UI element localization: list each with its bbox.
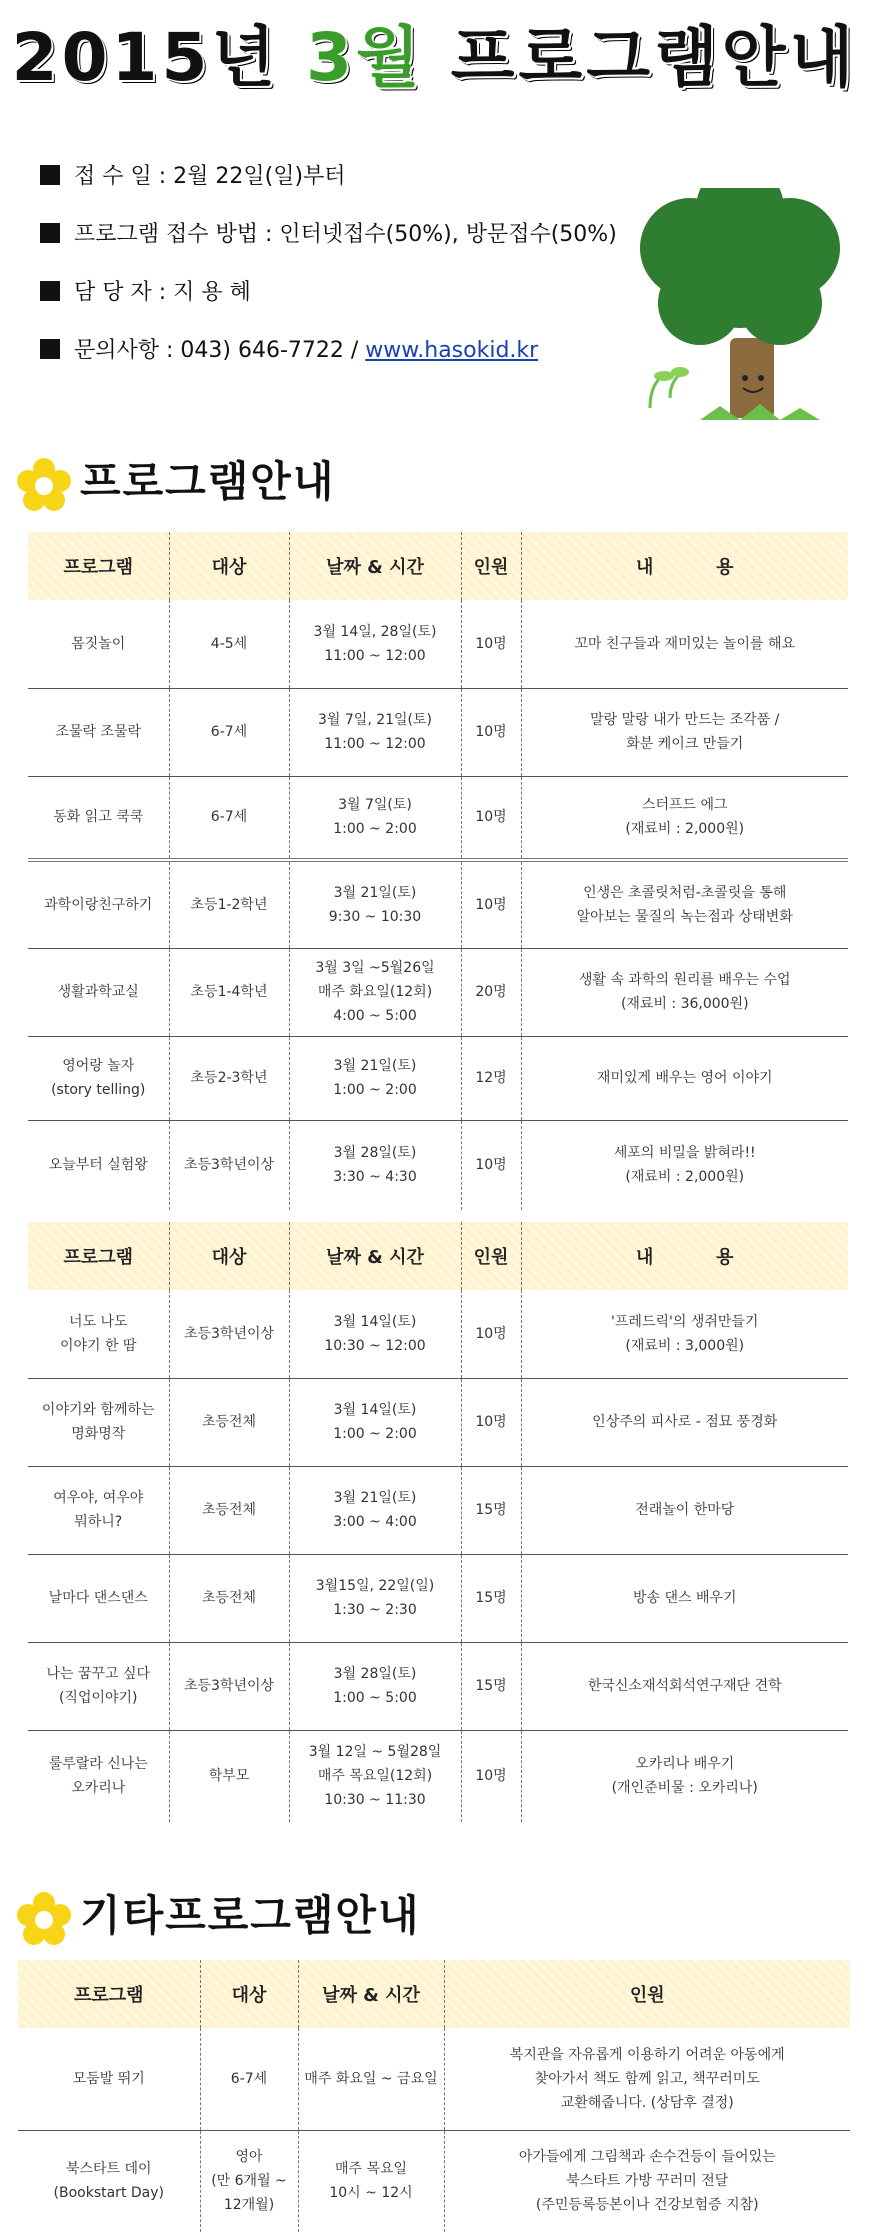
section-title: 프로그램안내 xyxy=(80,457,336,506)
table-cell: 영아 (만 6개월 ~ 12개월) xyxy=(200,2130,298,2232)
table-cell: 3월 7일(토) 1:00 ~ 2:00 xyxy=(289,776,461,860)
other-program-table xyxy=(18,1960,850,2232)
table-row xyxy=(28,948,848,1036)
table-cell: 매주 화요일 ~ 금요일 xyxy=(298,2028,444,2130)
table-row xyxy=(28,1466,848,1554)
header-datetime: 날짜 & 시간 xyxy=(289,532,461,600)
table-cell: 동화 읽고 쿡쿡 xyxy=(53,809,144,826)
table-cell: 이야기와 함께하는 명화명작 xyxy=(41,1402,155,1442)
table-cell: 10명 xyxy=(461,1378,521,1466)
section-title: 기타프로그램안내 xyxy=(80,1891,421,1940)
header-program: 프로그램 xyxy=(18,1960,200,2028)
table-header-row xyxy=(28,532,848,600)
table-row xyxy=(28,1290,848,1378)
table-cell: 초등3학년이상 xyxy=(169,1120,289,1210)
info-reception xyxy=(40,160,346,194)
table-cell: 스터프드 에그 (재료비 : 2,000원) xyxy=(521,776,848,860)
table-cell: 10명 xyxy=(461,1120,521,1210)
program-table-2 xyxy=(28,1222,848,1822)
table-header-row xyxy=(28,1222,848,1290)
table-cell: 초등전체 xyxy=(169,1466,289,1554)
info-method xyxy=(40,218,617,252)
table-cell: 몸짓놀이 xyxy=(71,635,126,652)
table-cell: 여우야, 여우야 뭐하니? xyxy=(53,1490,144,1530)
table-cell: 6-7세 xyxy=(200,2028,298,2130)
table-cell: 15명 xyxy=(461,1642,521,1730)
info-manager xyxy=(40,276,251,310)
table-row xyxy=(28,600,848,688)
table-cell: 3월 28일(토) 1:00 ~ 5:00 xyxy=(289,1642,461,1730)
table-row xyxy=(28,688,848,776)
table-row xyxy=(28,1730,848,1822)
table-cell: 룰루랄라 신나는 오카리나 xyxy=(48,1756,148,1797)
table-cell: 10명 xyxy=(461,1290,521,1378)
header-datetime: 날짜 & 시간 xyxy=(298,1960,444,2028)
header-target: 대상 xyxy=(200,1960,298,2028)
table-cell: 조물락 조물락 xyxy=(55,724,142,740)
title-month: 3월 xyxy=(306,19,424,96)
table-cell: 3월15일, 22일(일) 1:30 ~ 2:30 xyxy=(289,1554,461,1642)
table-cell: 초등1-2학년 xyxy=(169,860,289,948)
section-header-programs xyxy=(16,452,335,512)
table-cell: 모둠발 뛰기 xyxy=(72,2070,145,2087)
bullet-square-icon xyxy=(40,281,60,301)
table-cell: 3월 7일, 21일(토) 11:00 ~ 12:00 xyxy=(289,688,461,776)
table-cell: 영어랑 놀자 (story telling) xyxy=(51,1058,146,1098)
table-cell: 나는 꿈꾸고 싶다 (직업이야기) xyxy=(46,1666,151,1706)
table-cell: 초등전체 xyxy=(169,1554,289,1642)
info-reception-text: 접 수 일 : 2월 22일(일)부터 xyxy=(74,164,346,189)
table-cell: 매주 목요일 10시 ~ 12시 xyxy=(298,2130,444,2232)
table-cell: '프레드릭'의 생쥐만들기 (재료비 : 3,000원) xyxy=(521,1290,848,1378)
table-header-row xyxy=(18,1960,850,2028)
table-cell: 복지관을 자유롭게 이용하기 어려운 아동에게 찾아가서 책도 함께 읽고, 책꾸러미도 교환해줍니다. (상담후 결정) xyxy=(444,2028,850,2130)
header-target: 대상 xyxy=(169,532,289,600)
table-cell: 10명 xyxy=(461,600,521,688)
table-cell: 3월 3일 ~5월26일 매주 화요일(12회) 4:00 ~ 5:00 xyxy=(289,948,461,1036)
table-cell: 3월 12일 ~ 5월28일 매주 목요일(12회) 10:30 ~ 11:30 xyxy=(289,1730,461,1822)
table-cell: 초등2-3학년 xyxy=(169,1036,289,1120)
table-cell: 아가들에게 그림책과 손수건등이 들어있는 북스타트 가방 꾸러미 전달 (주민등록등본이나 건강보험증 지참) xyxy=(444,2130,850,2232)
table-cell: 12명 xyxy=(461,1036,521,1120)
table-cell: 재미있게 배우는 영어 이야기 xyxy=(521,1036,848,1120)
table-cell: 오늘부터 실험왕 xyxy=(48,1157,148,1174)
header-content: 내 용 xyxy=(521,532,848,600)
table-cell: 초등전체 xyxy=(169,1378,289,1466)
header-content: 내 용 xyxy=(521,1222,848,1290)
table-cell: 한국신소재석회석연구재단 견학 xyxy=(521,1642,848,1730)
bullet-square-icon xyxy=(40,165,60,185)
table-cell: 6-7세 xyxy=(169,776,289,860)
header-program: 프로그램 xyxy=(28,532,169,600)
table-cell: 3월 14일(토) 10:30 ~ 12:00 xyxy=(289,1290,461,1378)
table-cell: 10명 xyxy=(461,776,521,860)
table-row xyxy=(28,1642,848,1730)
table-cell: 인생은 초콜릿처럼-초콜릿을 통해 알아보는 물질의 녹는점과 상태변화 xyxy=(521,860,848,948)
table-cell: 전래놀이 한마당 xyxy=(521,1466,848,1554)
header-program: 프로그램 xyxy=(28,1222,169,1290)
info-contact-text: 문의사항 : 043) 646-7722 / xyxy=(74,338,366,363)
table-cell: 3월 28일(토) 3:30 ~ 4:30 xyxy=(289,1120,461,1210)
table-cell: 초등3학년이상 xyxy=(169,1290,289,1378)
header-capacity: 인원 xyxy=(461,1222,521,1290)
title-prefix: 2015년 xyxy=(11,19,307,96)
table-cell: 방송 댄스 배우기 xyxy=(521,1554,848,1642)
table-cell: 20명 xyxy=(461,948,521,1036)
table-row xyxy=(18,2130,850,2232)
header-target: 대상 xyxy=(169,1222,289,1290)
table-cell: 말랑 말랑 내가 만드는 조각품 / 화분 케이크 만들기 xyxy=(521,688,848,776)
program-table-1 xyxy=(28,532,848,1210)
table-cell: 10명 xyxy=(461,1730,521,1822)
table-cell: 10명 xyxy=(461,688,521,776)
table-cell: 오카리나 배우기 (개인준비물 : 오카리나) xyxy=(521,1730,848,1822)
table-row xyxy=(28,1120,848,1210)
header-capacity: 인원 xyxy=(461,532,521,600)
table-cell: 3월 21일(토) 3:00 ~ 4:00 xyxy=(289,1466,461,1554)
table-cell: 북스타트 데이 (Bookstart Day) xyxy=(53,2161,164,2202)
table-cell: 생활과학교실 xyxy=(57,984,139,1000)
bullet-square-icon xyxy=(40,339,60,359)
table-cell: 6-7세 xyxy=(169,688,289,776)
table-cell: 초등1-4학년 xyxy=(169,948,289,1036)
table-cell: 인상주의 피사로 - 점묘 풍경화 xyxy=(521,1378,848,1466)
table-cell: 너도 나도 이야기 한 땀 xyxy=(59,1313,137,1354)
table-cell: 과학이랑친구하기 xyxy=(44,896,153,913)
table-cell: 초등3학년이상 xyxy=(169,1642,289,1730)
table-row xyxy=(18,2028,850,2130)
page-title xyxy=(0,10,869,106)
table-cell: 꼬마 친구들과 재미있는 놀이를 해요 xyxy=(521,600,848,688)
table-cell: 학부모 xyxy=(169,1730,289,1822)
flower-icon xyxy=(16,1891,72,1947)
flower-icon xyxy=(16,457,72,513)
table-row xyxy=(28,1378,848,1466)
table-cell: 15명 xyxy=(461,1554,521,1642)
website-link[interactable]: www.hasokid.kr xyxy=(365,338,539,363)
table-row xyxy=(28,1554,848,1642)
title-suffix: 프로그램안내 xyxy=(423,19,858,96)
section-header-other-programs xyxy=(16,1886,421,1946)
tree-illustration-icon xyxy=(630,188,850,428)
table-cell: 10명 xyxy=(461,860,521,948)
table-cell: 생활 속 과학의 원리를 배우는 수업 (재료비 : 36,000원) xyxy=(521,948,848,1036)
table-row xyxy=(28,776,848,860)
header-datetime: 날짜 & 시간 xyxy=(289,1222,461,1290)
table-cell: 세포의 비밀을 밝혀라!! (재료비 : 2,000원) xyxy=(521,1120,848,1210)
table-cell: 15명 xyxy=(461,1466,521,1554)
table-cell: 날마다 댄스댄스 xyxy=(48,1590,148,1606)
info-manager-text: 담 당 자 : 지 용 혜 xyxy=(74,280,251,305)
table-row xyxy=(28,1036,848,1120)
table-row xyxy=(28,860,848,948)
table-cell: 3월 14일, 28일(토) 11:00 ~ 12:00 xyxy=(289,600,461,688)
table-cell: 3월 21일(토) 9:30 ~ 10:30 xyxy=(289,860,461,948)
table-cell: 3월 14일(토) 1:00 ~ 2:00 xyxy=(289,1378,461,1466)
info-contact xyxy=(40,334,538,368)
table-cell: 3월 21일(토) 1:00 ~ 2:00 xyxy=(289,1036,461,1120)
info-method-text: 프로그램 접수 방법 : 인터넷접수(50%), 방문접수(50%) xyxy=(74,222,617,247)
bullet-square-icon xyxy=(40,223,60,243)
table-cell: 4-5세 xyxy=(169,600,289,688)
header-capacity: 인원 xyxy=(444,1960,850,2028)
